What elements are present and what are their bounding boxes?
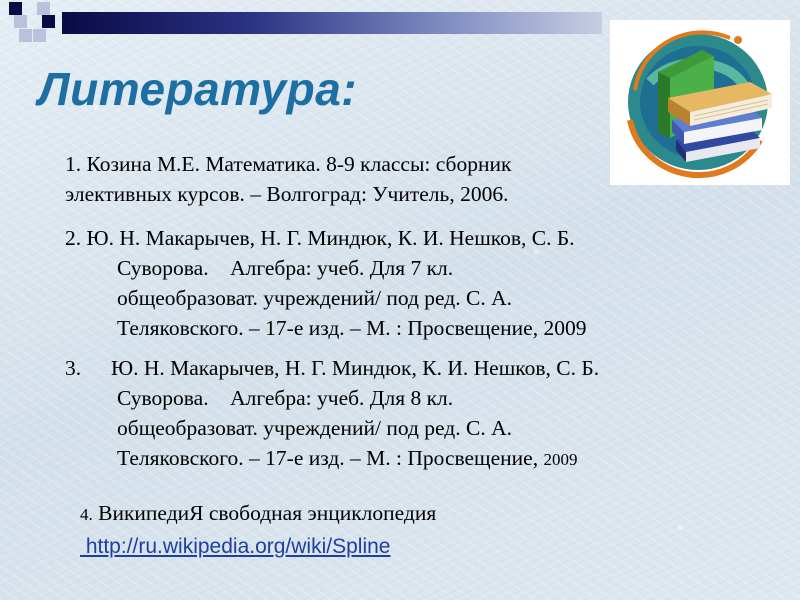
reference-separator: , <box>532 446 544 470</box>
top-decoration <box>0 0 60 50</box>
reference-line: элективных курсов. – Волгоград: Учитель, 2006. <box>65 182 509 206</box>
reference-number: 3. <box>65 356 82 380</box>
reference-line: ВикипедиЯ свободная энциклопедия <box>98 501 437 525</box>
top-gradient-bar <box>62 12 602 34</box>
reference-line: Теляковского. – 17-е изд. – М. : Просвещение <box>117 446 533 470</box>
reference-line: Теляковского. – 17-е изд. – М. : Просвещение, 2009 <box>117 316 587 340</box>
reference-item <box>65 149 645 209</box>
decor-square <box>19 29 32 42</box>
page-title: Литература: <box>38 63 358 115</box>
reference-line: общеобразоват. учреждений/ под ред. С. А. <box>117 286 512 310</box>
decor-square <box>33 29 46 42</box>
reference-line: Ю. Н. Макарычев, Н. Г. Миндюк, К. И. Нешков, С. Б. <box>111 356 600 380</box>
reference-item <box>65 223 725 343</box>
decor-square <box>9 2 22 15</box>
reference-line: Суворова. Алгебра: учеб. Для 8 кл. <box>117 386 454 410</box>
decor-square <box>14 15 27 28</box>
reference-line-with-year <box>65 443 745 475</box>
wikipedia-link[interactable]: http://ru.wikipedia.org/wiki/Spline <box>80 535 391 558</box>
reference-number: 2. <box>65 226 82 250</box>
reference-line: Ю. Н. Макарычев, Н. Г. Миндюк, К. И. Нешков, С. Б. <box>86 226 575 250</box>
reference-line: общеобразоват. учреждений/ под ред. С. А. <box>117 416 512 440</box>
reference-item <box>65 353 745 475</box>
reference-line: 1. Козина М.Е. Математика. 8-9 классы: сборник <box>65 152 512 176</box>
decor-square <box>37 2 50 15</box>
reference-line: Суворова. Алгебра: учеб. Для 7 кл. <box>117 256 454 280</box>
reference-year: 2009 <box>543 450 578 469</box>
decor-square <box>42 15 55 28</box>
reference-item <box>80 498 640 530</box>
reference-number: 4. <box>80 505 93 524</box>
